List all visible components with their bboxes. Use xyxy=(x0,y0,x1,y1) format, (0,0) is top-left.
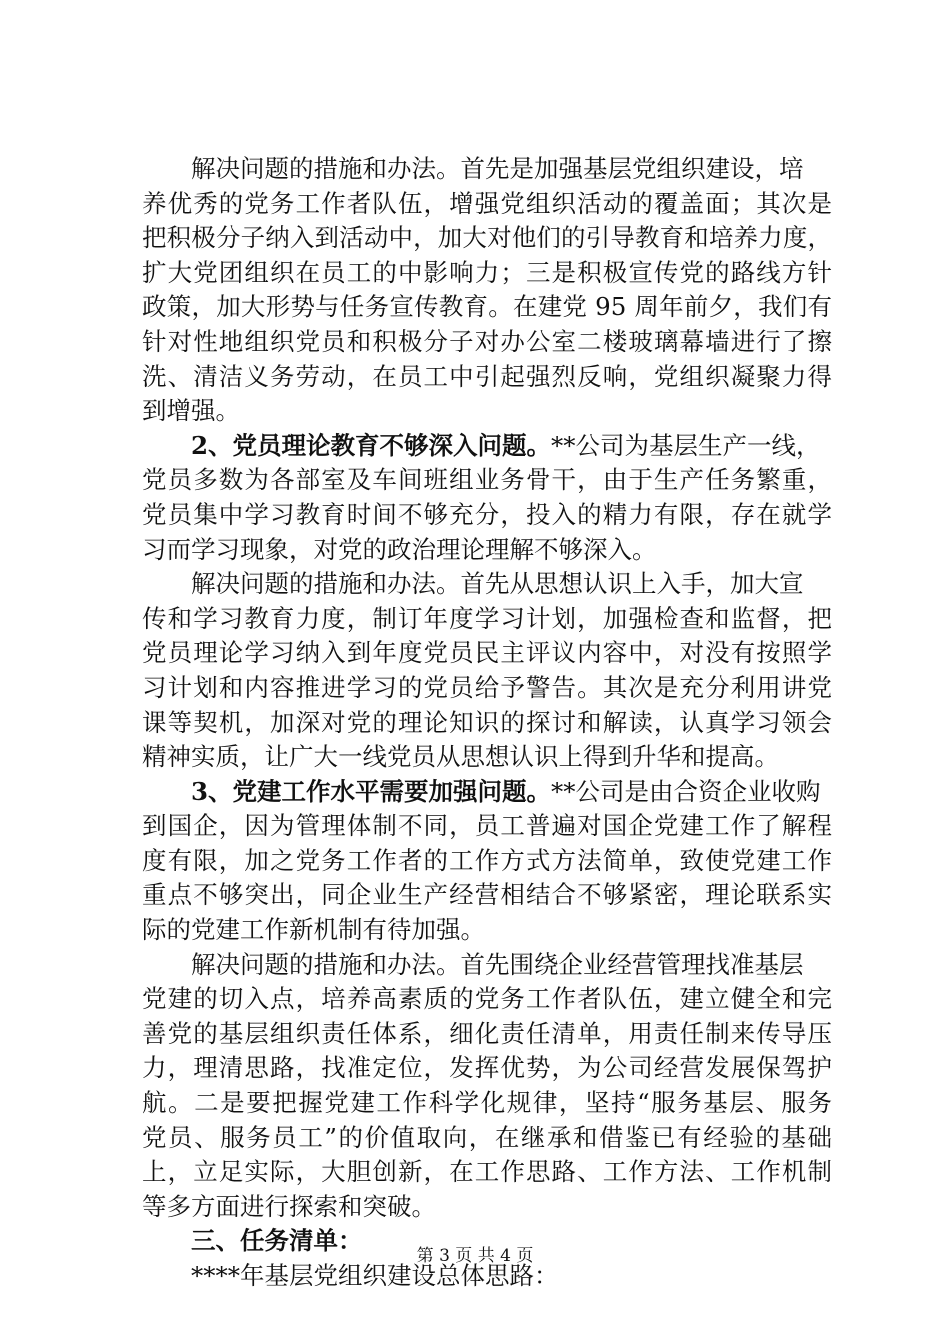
document-body xyxy=(142,152,832,1294)
section-heading: 三、任务清单： xyxy=(191,1226,363,1256)
paragraph-line: 善党的基层组织责任体系，细化责任清单，用责任制来传导压 xyxy=(142,1018,832,1048)
paragraph-line: 精神实质，让广大一线党员从思想认识上得到升华和提高。 xyxy=(142,742,779,772)
paragraph-line: 党员多数为各部室及车间班组业务骨干，由于生产任务繁重， xyxy=(142,465,832,495)
paragraph-line: 把积极分子纳入到活动中，加大对他们的引导教育和培养力度， xyxy=(142,223,832,253)
paragraph-line: 传和学习教育力度，制订年度学习计划，加强检查和监督，把 xyxy=(142,603,832,633)
paragraph-line: 解决问题的措施和办法。首先围绕企业经营管理找准基层 xyxy=(191,949,804,979)
paragraph-line: 党员理论学习纳入到年度党员民主评议内容中，对没有按照学 xyxy=(142,638,832,668)
item-heading: 2、党员理论教育不够深入问题。 xyxy=(191,430,552,460)
paragraph-line: 上，立足实际，大胆创新，在工作思路、工作方法、工作机制 xyxy=(142,1157,832,1187)
item-heading-rest: **公司是由合资企业收购 xyxy=(551,776,821,806)
paragraph-line xyxy=(142,775,832,810)
paragraph-line: 到国企，因为管理体制不同，员工普遍对国企党建工作了解程 xyxy=(142,811,832,841)
paragraph-line: 等多方面进行探索和突破。 xyxy=(142,1191,436,1221)
paragraph-line: 力，理清思路，找准定位，发挥优势，为公司经营发展保驾护 xyxy=(142,1053,832,1083)
paragraph-line: ****年基层党组织建设总体思路： xyxy=(191,1261,559,1290)
paragraph-line: 针对性地组织党员和积极分子对办公室二楼玻璃幕墙进行了擦 xyxy=(142,326,832,356)
paragraph-line: 洗、清洁义务劳动，在员工中引起强烈反响，党组织凝聚力得 xyxy=(142,361,832,391)
page-footer xyxy=(0,1245,950,1267)
paragraph-line: 航。二是要把握党建工作科学化规律，坚持“服务基层、服务 xyxy=(142,1088,832,1118)
paragraph-line: 解决问题的措施和办法。首先从思想认识上入手，加大宣 xyxy=(191,569,804,599)
item-heading: 3、党建工作水平需要加强问题。 xyxy=(191,776,552,806)
paragraph-line: 重点不够突出，同企业生产经营相结合不够紧密，理论联系实 xyxy=(142,880,832,910)
paragraph-line: 党员、服务员工”的价值取向，在继承和借鉴已有经验的基础 xyxy=(142,1122,832,1152)
paragraph-line: 养优秀的党务工作者队伍，增强党组织活动的覆盖面；其次是 xyxy=(142,188,832,218)
paragraph-line: 习而学习现象，对党的政治理论理解不够深入。 xyxy=(142,534,657,564)
paragraph-line: 习计划和内容推进学习的党员给予警告。其次是充分利用讲党 xyxy=(142,672,832,702)
item-heading-rest: **公司为基层生产一线， xyxy=(551,430,821,460)
paragraph-line xyxy=(142,429,832,464)
paragraph-line: 际的党建工作新机制有待加强。 xyxy=(142,915,485,945)
page-number-label: 第 3 页 共 4 页 xyxy=(416,1246,534,1266)
paragraph-line: 到增强。 xyxy=(142,396,240,426)
paragraph-line: 度有限，加之党务工作者的工作方式方法简单，致使党建工作 xyxy=(142,845,832,875)
paragraph-line: 党建的切入点，培养高素质的党务工作者队伍，建立健全和完 xyxy=(142,984,832,1014)
paragraph-line: 政策，加大形势与任务宣传教育。在建党 95 周年前夕，我们有 xyxy=(142,292,832,322)
paragraph-line: 解决问题的措施和办法。首先是加强基层党组织建设，培 xyxy=(191,154,804,183)
paragraph-line: 课等契机，加深对党的理论知识的探讨和解读，认真学习领会 xyxy=(142,707,832,737)
paragraph-line: 党员集中学习教育时间不够充分，投入的精力有限，存在就学 xyxy=(142,499,832,529)
paragraph-line: 扩大党团组织在员工的中影响力；三是积极宣传党的路线方针 xyxy=(142,257,832,287)
